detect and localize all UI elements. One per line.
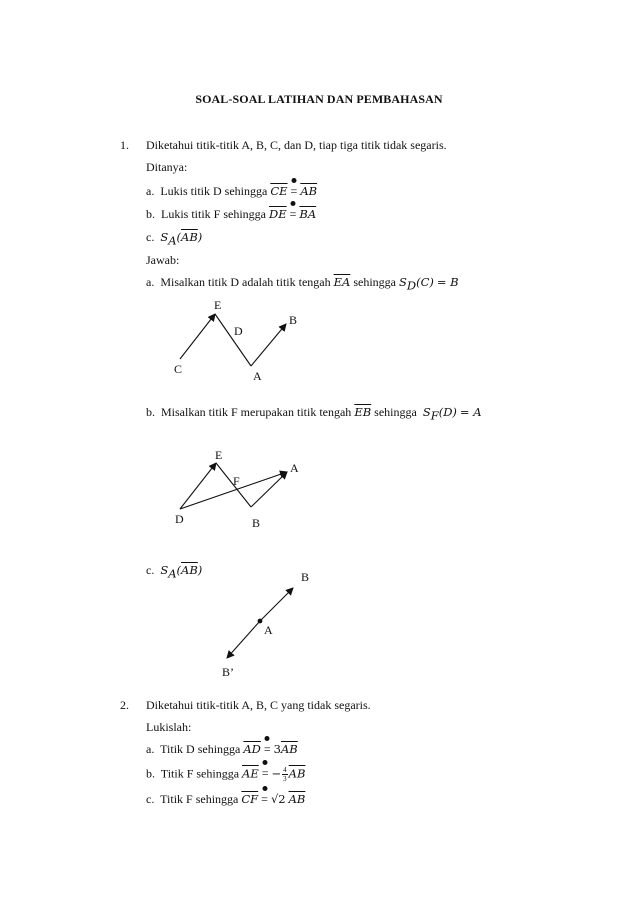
item-label: a. <box>146 275 155 289</box>
answer-text: Misalkan titik F merupakan titik tengah <box>161 405 352 419</box>
q1-answer-a <box>146 275 459 292</box>
item-label: a. <box>146 184 155 198</box>
vector-lhs: $\overline{CF}$ <box>241 792 259 806</box>
q2-statement: Diketahui titik-titik A, B, C yang tidak segaris. <box>146 698 371 712</box>
q2-item-b <box>146 766 305 783</box>
symmetry-sub: A <box>168 566 177 581</box>
segment: $\overline{EB}$ <box>354 405 372 419</box>
q2-item-a <box>146 742 298 757</box>
arrow-AB <box>251 324 286 366</box>
equivalence-symbol: = <box>264 742 271 757</box>
figure-b <box>150 442 350 537</box>
arrow-DE <box>180 463 216 509</box>
equivalence-symbol: = <box>290 207 297 222</box>
point-A <box>258 619 263 624</box>
label-E: E <box>214 298 222 312</box>
symmetry-arg: (C) <box>416 275 434 289</box>
item-label: b. <box>146 405 155 419</box>
segment-EA <box>215 314 251 366</box>
arrow-CE <box>180 314 215 359</box>
segment: $\overline{AB}$ <box>181 230 198 244</box>
item-text: Titik D sehingga <box>160 742 241 756</box>
symmetry-result: = A <box>459 405 482 419</box>
symmetry-sub: F <box>430 408 439 423</box>
vector-rhs: $\overline{AB}$ <box>281 742 298 756</box>
fraction-numerator: 4 <box>283 766 287 774</box>
q1-statement: Diketahui titik-titik A, B, C, dan D, tiap tiga titik tidak segaris. <box>146 138 447 152</box>
equivalence-symbol: = <box>262 766 269 781</box>
item-label: c. <box>146 230 155 244</box>
label-B-prime: B’ <box>222 665 234 679</box>
label-A: A <box>253 369 262 383</box>
item-label: b. <box>146 766 155 781</box>
q1-jawab: Jawab: <box>146 253 180 267</box>
answer-text: Misalkan titik D adalah titik tengah <box>160 275 331 289</box>
sqrt-coefficient: √2 <box>270 792 286 806</box>
q2-lukislah: Lukislah: <box>146 720 192 734</box>
page-title: SOAL-SOAL LATIHAN DAN PEMBAHASAN <box>195 92 443 106</box>
q1-item-c: c. $S_A(\overline{AB})$ <box>146 230 203 248</box>
answer-text-mid: sehingga <box>374 405 417 419</box>
label-D: D <box>234 324 243 338</box>
q1-answer-b <box>146 405 482 422</box>
vector-lhs: $\overline{AE}$ <box>242 766 259 781</box>
segment: $\overline{AB}$ <box>181 563 198 577</box>
label-B: B <box>301 570 310 584</box>
symmetry-S: S <box>398 275 407 289</box>
q1-answer-c: c. $S_A(\overline{AB})$ <box>146 563 203 581</box>
symmetry-sub: A <box>168 233 177 248</box>
q1-item-a <box>146 184 317 199</box>
label-B: B <box>289 313 298 327</box>
q1-item-b <box>146 207 316 222</box>
coefficient: 3 <box>273 742 281 756</box>
label-C: C <box>174 362 183 376</box>
arrow-AB-prime <box>227 621 260 658</box>
vector-rhs: $\overline{AB}$ <box>288 792 306 806</box>
item-text: Titik F sehingga <box>160 766 240 781</box>
q2-item-c <box>146 792 305 807</box>
arrow-AB <box>260 588 293 621</box>
figure-a <box>150 292 350 392</box>
q1-ditanya: Ditanya: <box>146 160 188 174</box>
label-F: F <box>233 474 240 488</box>
item-text: Titik F sehingga <box>160 792 239 806</box>
label-E: E <box>215 448 223 462</box>
q1-number: 1. <box>120 138 129 152</box>
item-label: a. <box>146 742 155 756</box>
symmetry-sub: D <box>406 278 417 293</box>
vector-rhs: $\overline{AB}$ <box>300 184 318 198</box>
answer-text-mid: sehingga <box>353 275 396 289</box>
vector-lhs: $\overline{AD}$ <box>243 742 261 756</box>
fraction <box>282 766 288 783</box>
label-B: B <box>252 516 261 530</box>
vector-rhs: $\overline{AB}$ <box>288 766 306 781</box>
minus-sign: − <box>271 766 282 781</box>
segment: $\overline{EA}$ <box>333 275 351 289</box>
symmetry-S: S <box>422 405 431 419</box>
arrow-BA <box>251 472 287 507</box>
equivalence-symbol: = <box>261 792 268 807</box>
item-label: c. <box>146 792 155 806</box>
item-label: b. <box>146 207 155 221</box>
label-A: A <box>264 623 273 637</box>
symmetry-S: S <box>160 230 169 244</box>
vector-lhs: $\overline{DE}$ <box>269 207 287 221</box>
equivalence-symbol: = <box>291 184 298 199</box>
q2-number: 2. <box>120 698 129 712</box>
symmetry-S: S <box>160 563 169 577</box>
item-text: Lukis titik F sehingga <box>161 207 266 221</box>
label-A: A <box>290 461 299 475</box>
symmetry-arg: (D) <box>438 405 457 419</box>
item-label: c. <box>146 563 155 577</box>
item-text: Lukis titik D sehingga <box>160 184 268 198</box>
vector-lhs: $\overline{CE}$ <box>270 184 288 198</box>
fraction-denominator: 3 <box>283 775 287 783</box>
figure-c <box>205 560 325 685</box>
label-D: D <box>175 512 184 526</box>
symmetry-result: = B <box>436 275 459 289</box>
vector-rhs: $\overline{BA}$ <box>299 207 317 221</box>
